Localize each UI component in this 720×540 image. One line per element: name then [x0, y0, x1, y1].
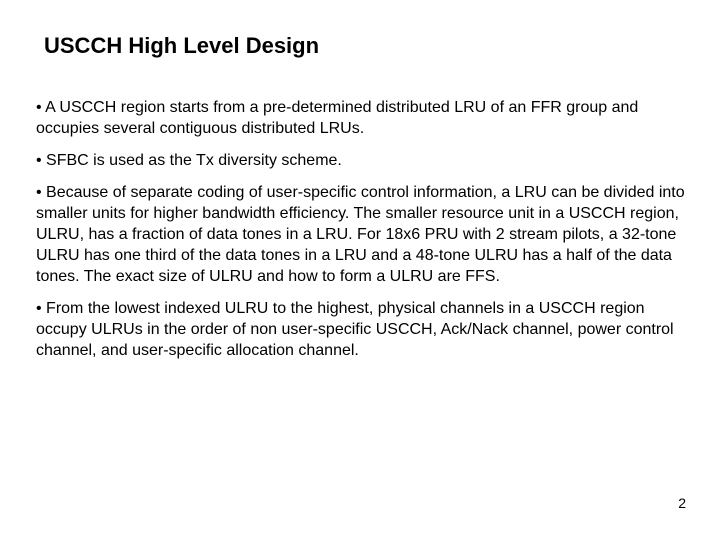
bullet-item: • A USCCH region starts from a pre-determined distributed LRU of an FFR group and occupies several contiguous distributed LRUs.: [36, 99, 639, 137]
bullet-item: • From the lowest indexed ULRU to the highest, physical channels in a USCCH region occupy ULRUs in the order of non user-specific USCCH, Ack/Nack channel, power control channel, and user-specific allocation channel.: [36, 300, 674, 359]
bullet-item: • SFBC is used as the Tx diversity scheme.: [36, 152, 342, 169]
page-number: 2: [678, 495, 686, 511]
slide-title: USCCH High Level Design: [44, 33, 320, 58]
bullet-item: • Because of separate coding of user-specific control information, a LRU can be divided into smaller units for higher bandwidth efficiency. The smaller resource unit in a USCCH region, ULRU, has a fraction of data tones in a LRU. For 18x6 PRU with 2 stream pilots, a 32-tone ULRU has one third of the data tones in a LRU and a 48-tone ULRU has a half of the data tones. The exact size of ULRU and how to form a ULRU are FFS.: [36, 184, 685, 285]
bullet-list: [36, 97, 696, 372]
